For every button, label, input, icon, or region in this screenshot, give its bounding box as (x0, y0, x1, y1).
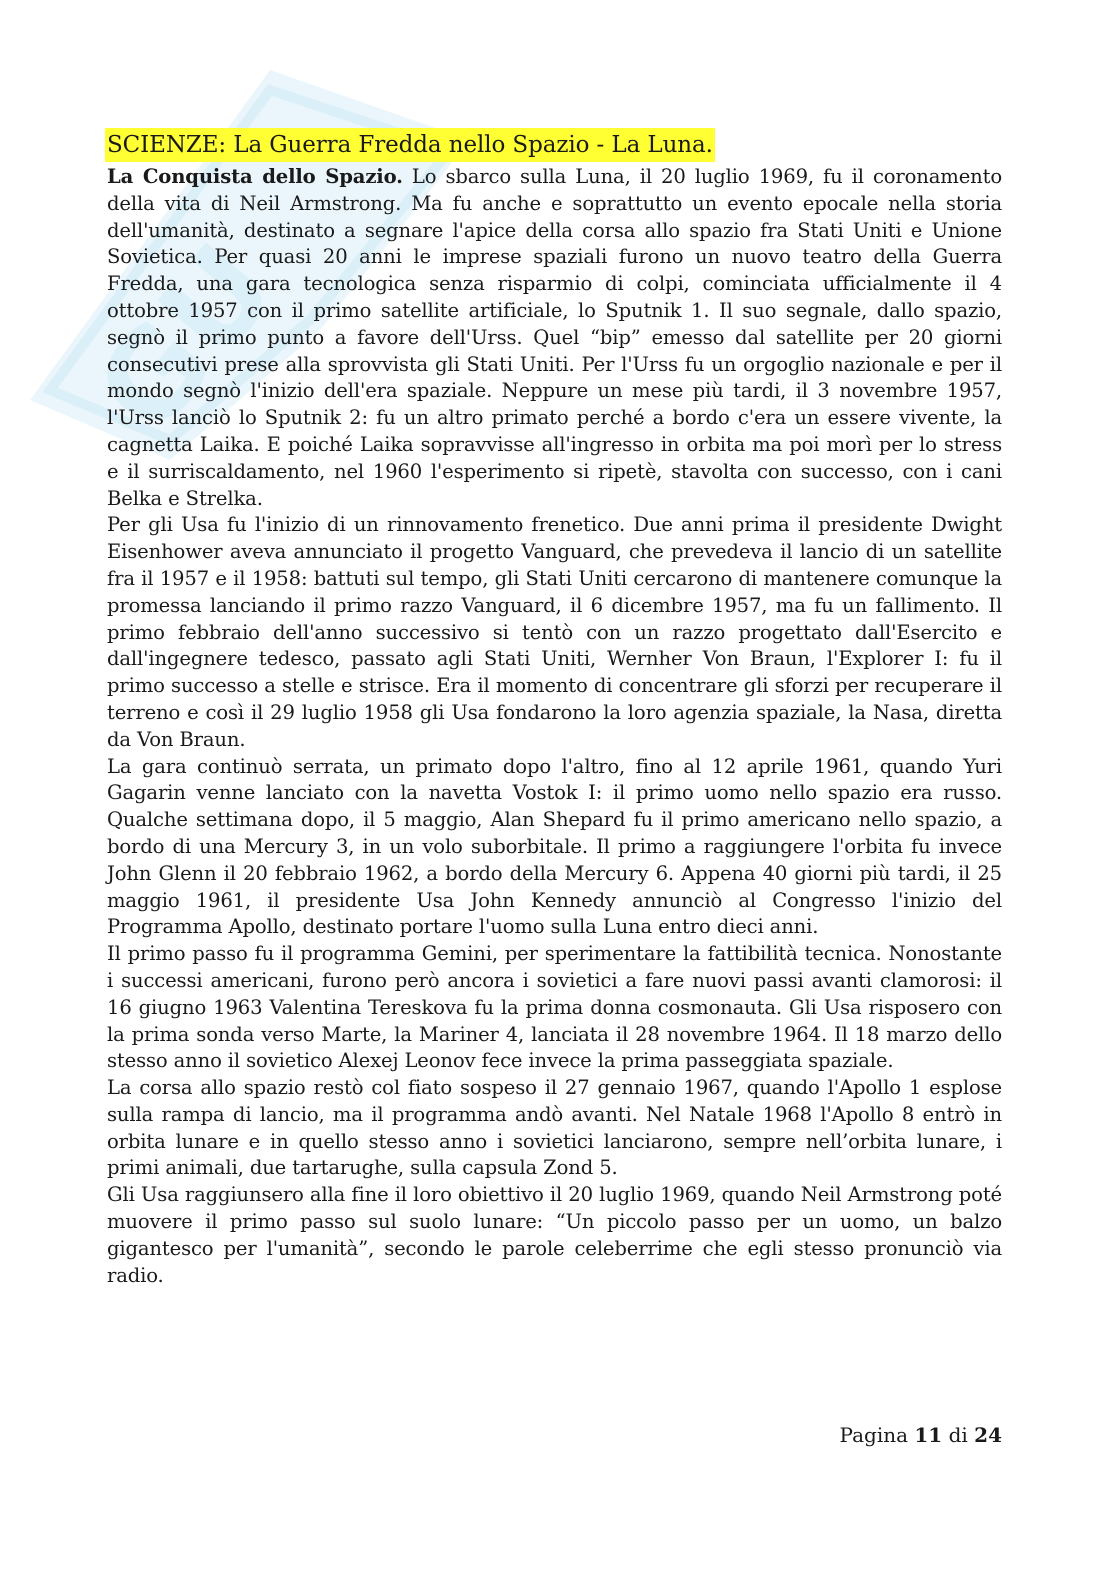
total-pages: 24 (974, 1423, 1002, 1447)
paragraph-1 (107, 164, 1002, 512)
page-title: SCIENZE: La Guerra Fredda nello Spazio - La Luna. (105, 128, 715, 162)
paragraph-2: Per gli Usa fu l'inizio di un rinnovamento frenetico. Due anni prima il presidente Dwight Eisenhower aveva annunciato il progetto Vanguard, che prevedeva il lancio di un satellite fra il 1957 e il 1958: battuti sul tempo, gli Stati Uniti cercarono di mantenere comunque la promessa lanciando il primo razzo Vanguard, il 6 dicembre 1957, ma fu un fallimento. Il primo febbraio dell'anno successivo si tentò con un razzo progettato dall'Esercito e dall'ingegnere tedesco, passato agli Stati Uniti, Wernher Von Braun, l'Explorer I: fu il primo successo a stelle e strisce. Era il momento di concentrare gli sforzi per recuperare il terreno e così il 29 luglio 1958 gli Usa fondarono la loro agenzia spaziale, la Nasa, diretta da Von Braun. (107, 513, 1002, 751)
page-number (840, 1420, 1002, 1450)
current-page: 11 (914, 1423, 943, 1447)
paragraph-4: Il primo passo fu il programma Gemini, per sperimentare la fattibilità tecnica. Nonostante i successi americani, furono però ancora i sovietici a fare nuovi passi avanti clamorosi: il 16 giugno 1963 Valentina Tereskova fu la prima donna cosmonauta. Gli Usa risposero con la prima sonda verso Marte, la Mariner 4, lanciata il 28 novembre 1964. Il 18 marzo dello stesso anno il sovietico Alexej Leonov fece invece la prima passeggiata spaziale. (107, 942, 1002, 1073)
document-body (107, 164, 1002, 1289)
svg-text:GU: GU (69, 219, 303, 460)
page-label: Pagina (839, 1423, 909, 1447)
paragraph-1-text: Lo sbarco sulla Luna, il 20 luglio 1969, fu il coronamento della vita di Neil Armstrong. Ma fu anche e soprattutto un evento epocale nella storia dell'umanità, destinato a segnare l'apice della corsa allo spazio fra Stati Uniti e Unione Sovietica. Per quasi 20 anni le imprese spaziali furono un nuovo teatro della Guerra Fredda, una gara tecnologica senza risparmio di colpi, cominciata ufficialmente il 4 ottobre 1957 con il primo satellite artificiale, lo Sputnik 1. Il suo segnale, dallo spazio, segnò il primo punto a favore dell'Urss. Quel “bip” emesso dal satellite per 20 giorni consecutivi prese alla sprovvista gli Stati Uniti. Per l'Urss fu un orgoglio nazionale e per il mondo segnò l'inizio dell'era spaziale. Neppure un mese più tardi, il 3 novembre 1957, l'Urss lanciò lo Sputnik 2: fu un altro primato perché a bordo c'era un essere vivente, la cagnetta Laika. E poiché Laika sopravvisse all'ingresso in orbita ma poi morì per lo stress e il surriscaldamento, nel 1960 l'esperimento si ripetè, stavolta con successo, con i cani Belka e Strelka. (107, 165, 1002, 510)
page-sep: di (948, 1423, 968, 1447)
paragraph-3: La gara continuò serrata, un primato dopo l'altro, fino al 12 aprile 1961, quando Yuri Gagarin venne lanciato con la navetta Vostok I: il primo uomo nello spazio era russo. Qualche settimana dopo, il 5 maggio, Alan Shepard fu il primo americano nello spazio, a bordo di una Mercury 3, in un volo suborbitale. Il primo a raggiungere l'orbita fu invece John Glenn il 20 febbraio 1962, a bordo della Mercury 6. Appena 40 giorni più tardi, il 25 maggio 1961, il presidente Usa John Kennedy annunciò al Congresso l'inizio del Programma Apollo, destinato portare l'uomo sulla Luna entro dieci anni. (107, 754, 1002, 939)
paragraph-5: La corsa allo spazio restò col fiato sospeso il 27 gennaio 1967, quando l'Apollo 1 esplose sulla rampa di lancio, ma il programma andò avanti. Nel Natale 1968 l'Apollo 8 entrò in orbita lunare e in quello stesso anno i sovietici lanciarono, sempre nell’orbita lunare, i primi animali, due tartarughe, sulla capsula Zond 5. (107, 1076, 1002, 1180)
paragraph-6: Gli Usa raggiunsero alla fine il loro obiettivo il 20 luglio 1969, quando Neil Armstrong poté muovere il primo passo sul suolo lunare: “Un piccolo passo per un uomo, un balzo gigantesco per l'umanità”, secondo le parole celeberrime che egli stesso pronunciò via radio. (107, 1183, 1002, 1287)
document-page (107, 128, 1002, 1289)
lead-heading: La Conquista dello Spazio. (107, 165, 403, 188)
